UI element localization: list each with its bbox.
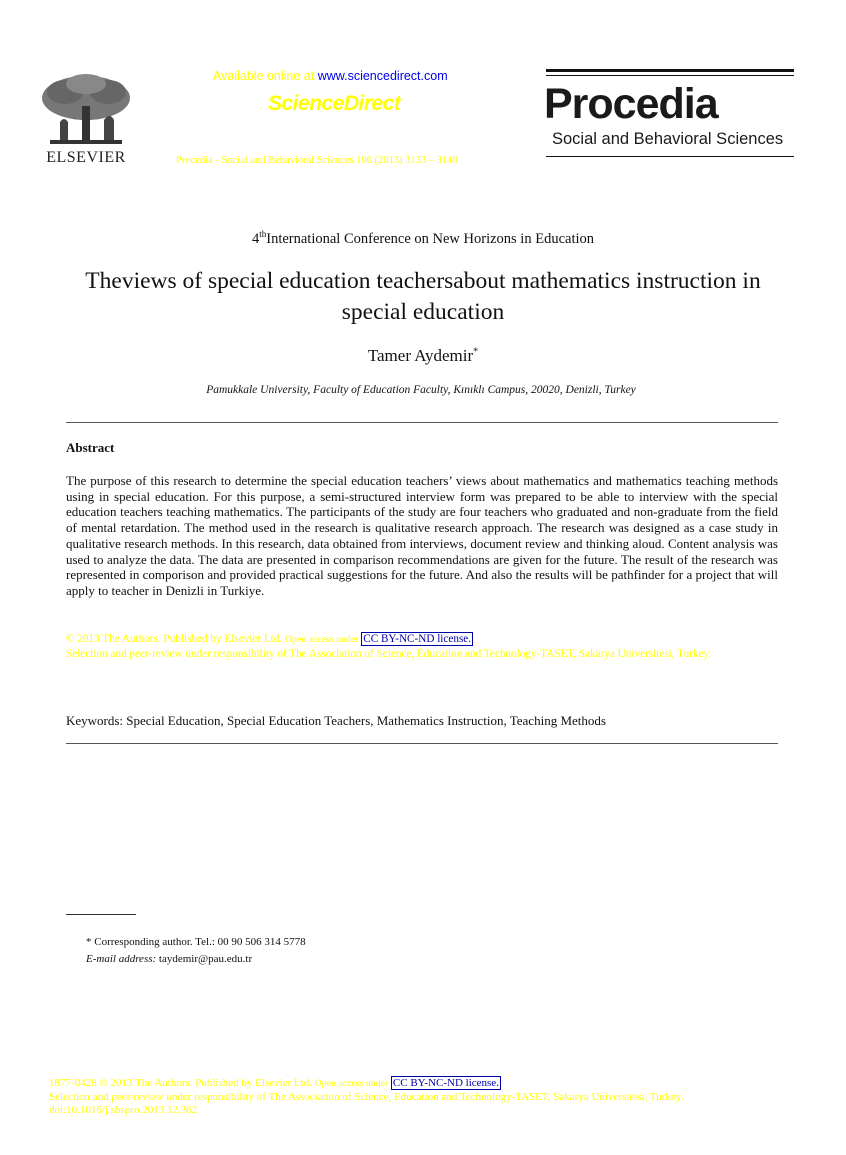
sciencedirect-link[interactable]: www.sciencedirect.com — [317, 69, 448, 83]
corresponding-author-footnote: * Corresponding author. Tel.: 00 90 506 314 5778 — [86, 936, 306, 948]
keywords: Keywords: Special Education, Special Education Teachers, Mathematics Instruction, Teaching Methods — [66, 713, 606, 728]
email-footnote — [86, 953, 252, 965]
header-rule — [546, 156, 794, 157]
section-divider — [66, 743, 778, 744]
license-link[interactable]: CC BY-NC-ND license. — [363, 633, 472, 645]
open-access-text: Open access under — [284, 634, 359, 645]
peer-review-text: Selection and peer-review under responsibility of The Association of Science, Education and Technology-TASET, Sakarya Universitesi, Turkey. — [66, 648, 712, 660]
doi[interactable]: doi:10.1016/j.sbspro.2013.12.362 — [49, 1104, 198, 1116]
footnote-rule — [66, 914, 136, 915]
email-label: E-mail address: — [86, 953, 157, 965]
publisher-name: ELSEVIER — [46, 149, 126, 166]
header-rule — [546, 69, 794, 72]
journal-subtitle: Social and Behavioral Sciences — [552, 130, 784, 148]
available-online-line — [213, 69, 448, 83]
author-line — [0, 346, 846, 366]
email-address[interactable]: taydemir@pau.edu.tr — [158, 953, 253, 965]
peer-review-text: Selection and peer-review under responsibility of The Association of Science, Education and Technology-TASET, Sakarya Universitesi, Turkey. — [49, 1090, 684, 1103]
license-link[interactable]: CC BY-NC-ND license. — [392, 1077, 499, 1089]
conference-name — [0, 229, 846, 248]
abstract-body: The purpose of this research to determine the special education teachers’ views about mathematics and mathematics teaching methods using in special education. For this purpose, a semi-structured interview form was prepared to be able to interview with the special education teachers teaching mathematics. The participants of the study are four teachers who graduated and non-graduate from the field of mental retardation. The method used in the research is qualitative research approach. The research was designed as a case study in qualitative research methods. In this research, data obtained from interviews, document review and thinking aloud. Content analysis was used to analyze the data. The data are presented in comparison recommendations are given for the future. The result of the research was represented in comporison and provided practical suggestions for the future. And also the results will be pathfinder for a project that will apply to teacher in Denizli in Turkiye. — [66, 473, 778, 598]
copyright-text: © 2013 The Authors. Published by Elsevier Ltd. — [66, 633, 283, 645]
conference-title: International Conference on New Horizons in Education — [266, 230, 595, 247]
conference-ordinal-suffix: th — [259, 229, 267, 239]
copyright-notice — [66, 632, 778, 661]
author-footnote-mark[interactable]: * — [473, 346, 479, 358]
conference-ordinal: 4 — [251, 230, 260, 247]
journal-reference: Procedia - Social and Behavioral Sciences 106 (2013) 3133 – 3140 — [176, 155, 458, 166]
abstract-heading: Abstract — [66, 440, 115, 455]
open-access-text: Open access under — [314, 1078, 389, 1089]
journal-title: Procedia — [544, 80, 718, 128]
paper-title: Theviews of special education teachersabout mathematics instruction in special education — [85, 268, 761, 325]
author-name: Tamer Aydemir — [367, 346, 474, 365]
available-online-text: Available online at — [213, 69, 318, 83]
author-affiliation: Pamukkale University, Faculty of Education Faculty, Kınıklı Campus, 20020, Denizli, Turkey — [206, 384, 636, 396]
header-rule — [546, 75, 794, 76]
issn-copyright: 1877-0428 © 2013 The Authors. Published by Elsevier Ltd. — [49, 1077, 312, 1089]
sciencedirect-logo: ScienceDirect — [268, 92, 401, 115]
section-divider — [66, 422, 778, 423]
bottom-copyright-block — [49, 1077, 779, 1118]
